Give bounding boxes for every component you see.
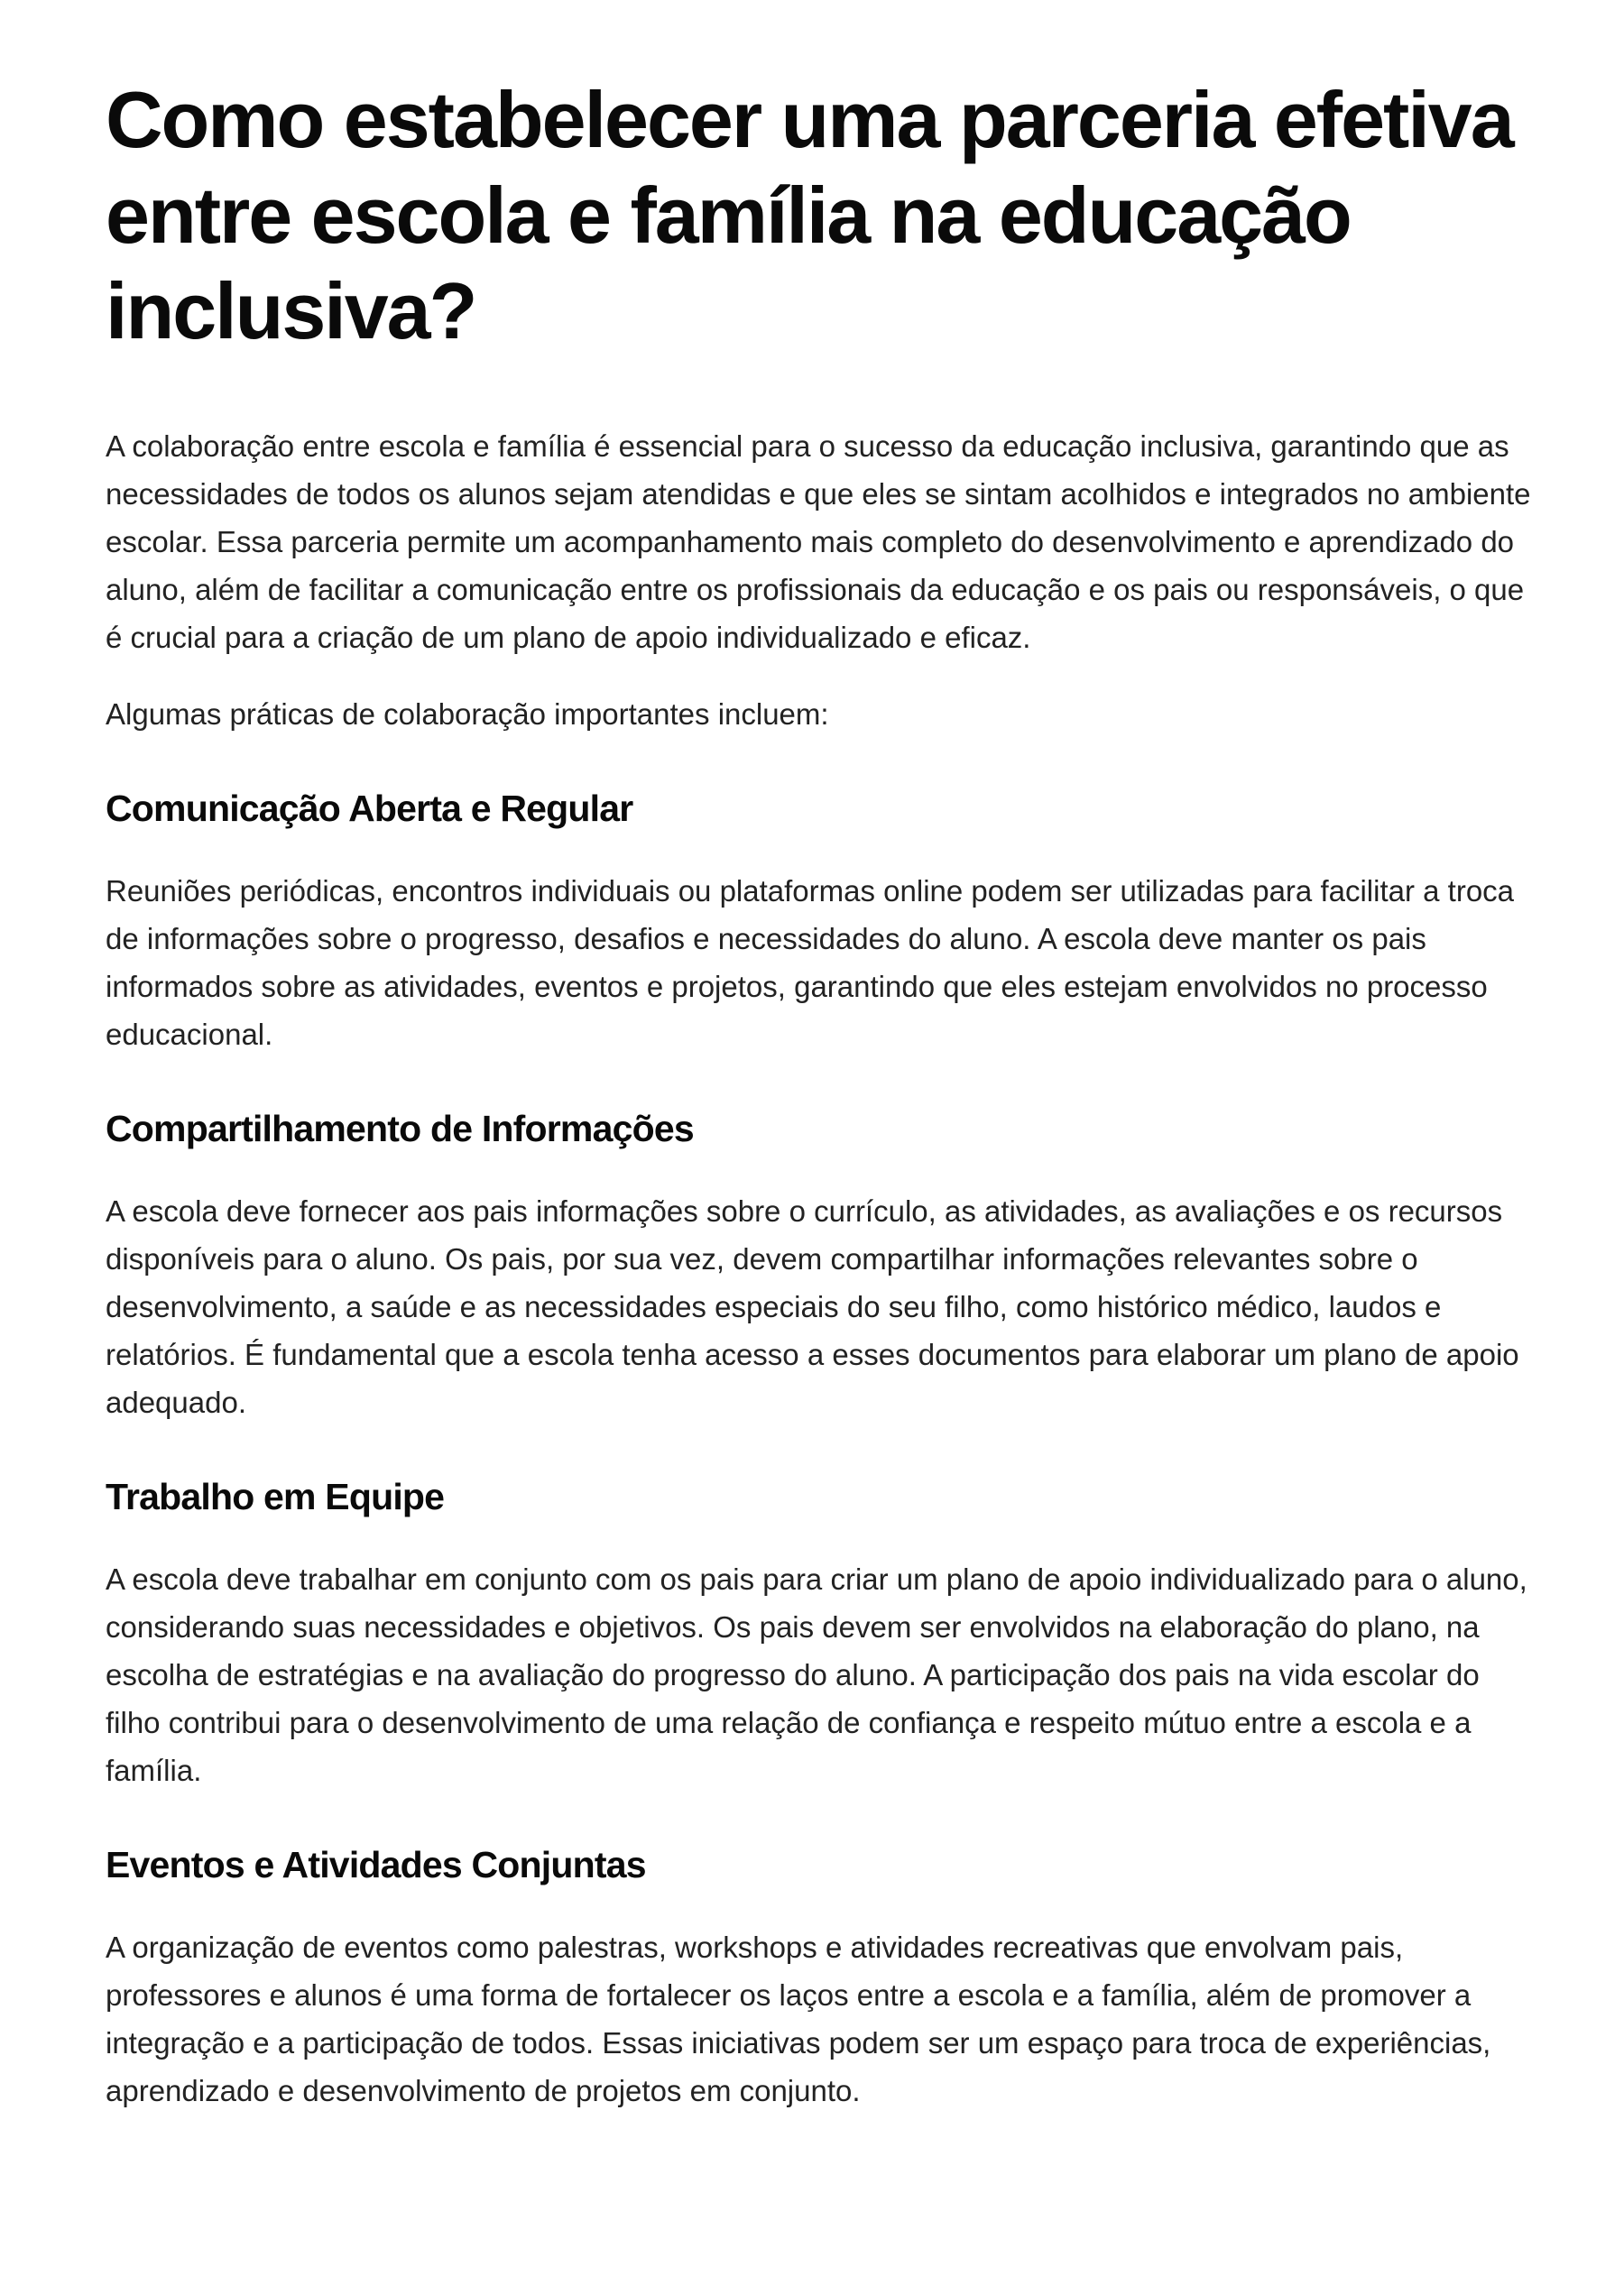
section-comunicacao (106, 785, 1540, 1058)
lead-paragraph: Algumas práticas de colaboração importantes incluem: (106, 697, 829, 731)
page-title: Como estabelecer uma parceria efetiva entre escola e família na educação inclusiva? (106, 75, 1513, 355)
section-compartilhamento (106, 1105, 1540, 1426)
section-trabalho-equipe (106, 1473, 1540, 1794)
section-paragraph: A escola deve fornecer aos pais informações sobre o currículo, as atividades, as avaliações e os recursos disponíveis para o aluno. Os pais, por sua vez, devem compartilhar informações relevantes sobre o desenvolvimento, a saúde e as necessidades especiais do seu filho, como histórico médico, laudos e relatórios. É fundamental que a escola tenha acesso a esses documentos para elaborar um plano de apoio adequado. (106, 1194, 1519, 1419)
section-heading: Comunicação Aberta e Regular (106, 788, 633, 829)
section-heading: Eventos e Atividades Conjuntas (106, 1844, 646, 1885)
section-paragraph: A escola deve trabalhar em conjunto com os pais para criar um plano de apoio individualizado para o aluno, considerando suas necessidades e objetivos. Os pais devem ser envolvidos na elaboração do plano, na escolha de estratégias e na avaliação do progresso do aluno. A participação dos pais na vida escolar do filho contribui para o desenvolvimento de uma relação de confiança e respeito mútuo entre a escola e a família. (106, 1562, 1527, 1787)
section-paragraph: A organização de eventos como palestras, workshops e atividades recreativas que envolvam pais, professores e alunos é uma forma de fortalecer os laços entre a escola e a família, além de promover a integração e a participação de todos. Essas iniciativas podem ser um espaço para troca de experiências, aprendizado e desenvolvimento de projetos em conjunto. (106, 1931, 1491, 2107)
document-page (106, 72, 1540, 2115)
section-paragraph: Reuniões periódicas, encontros individuais ou plataformas online podem ser utilizadas para facilitar a troca de informações sobre o progresso, desafios e necessidades do aluno. A escola deve manter os pais informados sobre as atividades, eventos e projetos, garantindo que eles estejam envolvidos no processo educacional. (106, 874, 1515, 1051)
intro-paragraph: A colaboração entre escola e família é essencial para o sucesso da educação inclusiva, garantindo que as necessidades de todos os alunos sejam atendidas e que eles se sintam acolhidos e integrados no ambiente escolar. Essa parceria permite um acompanhamento mais completo do desenvolvimento e aprendizado do aluno, além de facilitar a comunicação entre os profissionais da educação e os pais ou responsáveis, o que é crucial para a criação de um plano de apoio individualizado e eficaz. (106, 429, 1531, 654)
section-heading: Trabalho em Equipe (106, 1476, 445, 1517)
section-heading: Compartilhamento de Informações (106, 1108, 694, 1149)
section-eventos (106, 1841, 1540, 2115)
